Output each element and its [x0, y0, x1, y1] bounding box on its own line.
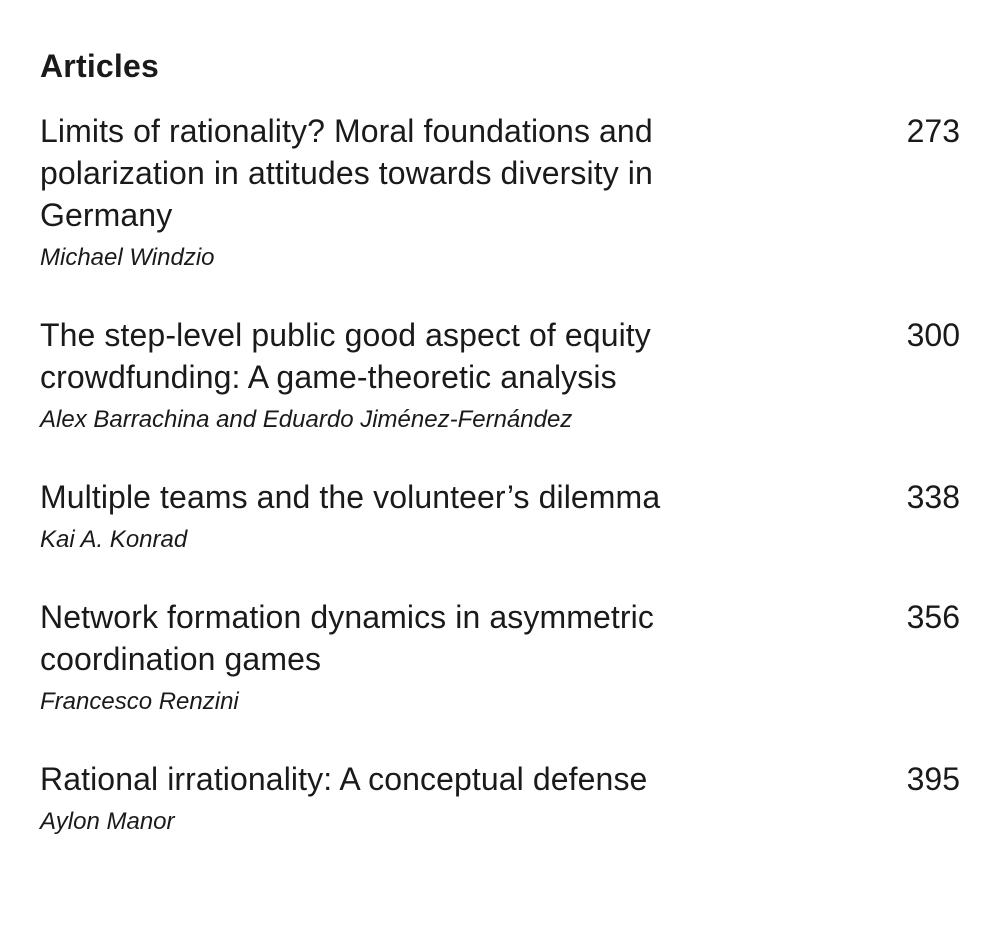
page-number: 273: [906, 113, 960, 149]
article-authors: Aylon Manor: [40, 808, 175, 835]
article-authors: Michael Windzio: [40, 244, 215, 271]
page-number: 395: [906, 761, 960, 797]
section-heading: Articles: [40, 48, 159, 84]
toc-entry: [40, 758, 960, 838]
article-authors: Francesco Renzini: [40, 688, 239, 715]
article-title: Limits of rationality? Moral foundations and polarization in attitudes towards diversity in Germany: [40, 113, 653, 233]
toc-entry: [40, 110, 960, 274]
page-number: 356: [906, 599, 960, 635]
article-title: Network formation dynamics in asymmetric coordination games: [40, 599, 654, 677]
page-number: 300: [906, 317, 960, 353]
toc-entry: [40, 596, 960, 718]
toc-entry: [40, 476, 960, 556]
page-number: 338: [906, 479, 960, 515]
toc-entry: [40, 314, 960, 436]
article-title: Multiple teams and the volunteer’s dilemma: [40, 479, 661, 515]
article-title: Rational irrationality: A conceptual defense: [40, 761, 648, 797]
table-of-contents: [40, 46, 960, 878]
article-title: The step-level public good aspect of equity crowdfunding: A game-theoretic analysis: [40, 317, 651, 395]
article-authors: Alex Barrachina and Eduardo Jiménez-Fernández: [40, 406, 573, 433]
article-authors: Kai A. Konrad: [40, 526, 188, 553]
